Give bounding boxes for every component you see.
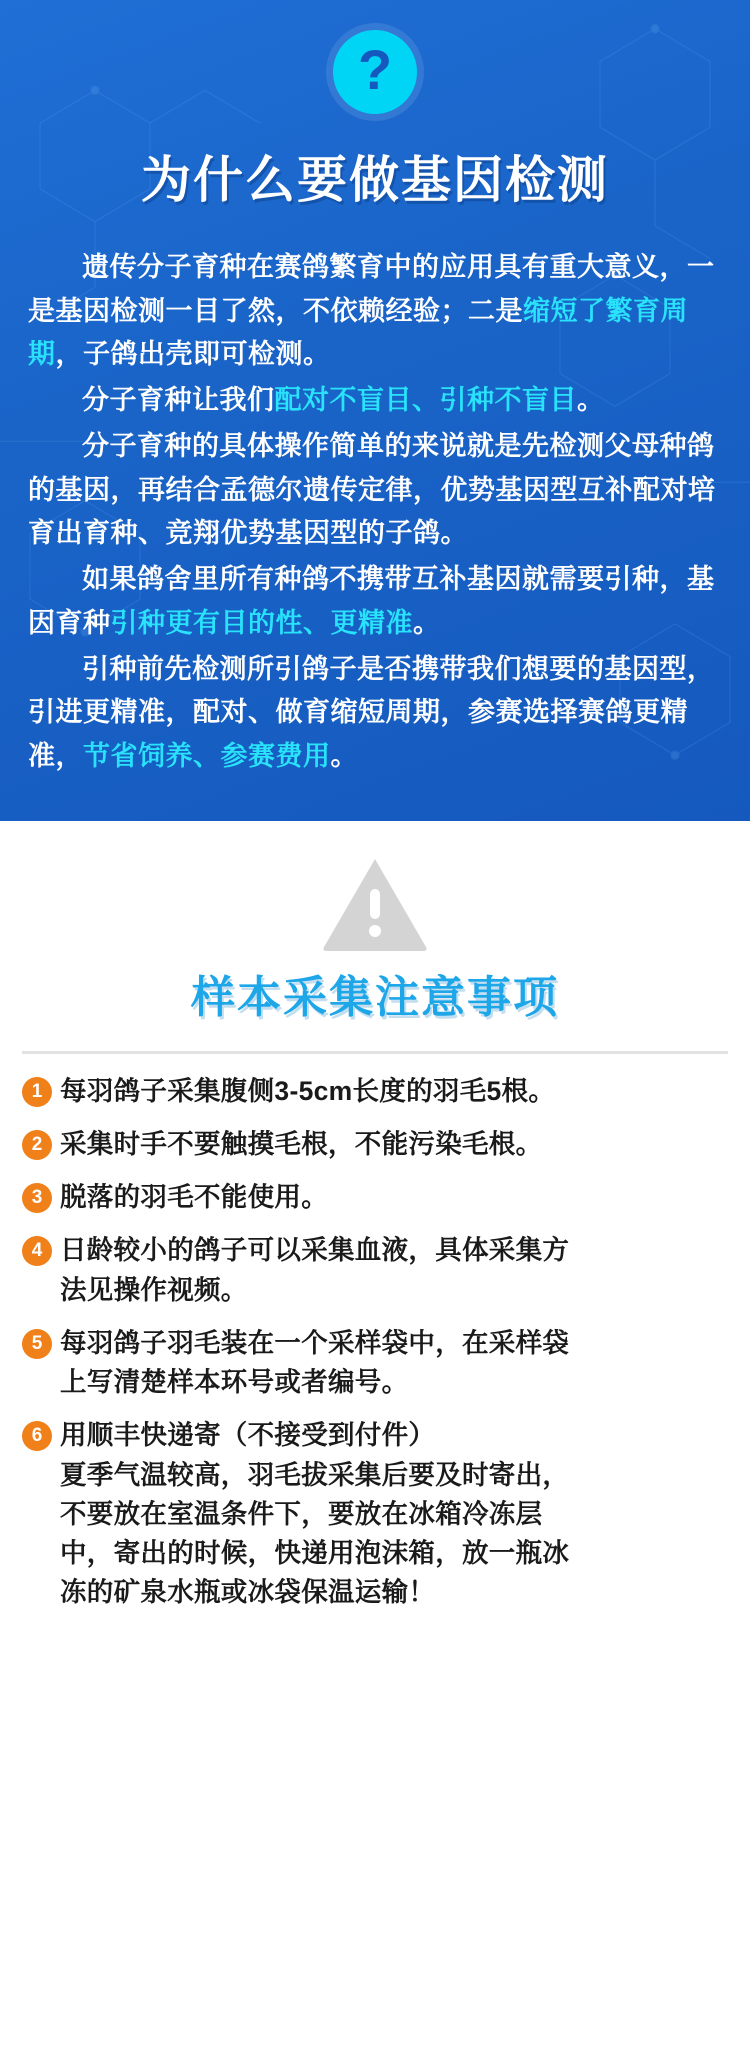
warning-triangle-icon — [320, 855, 430, 951]
list-item-number-badge: 4 — [22, 1236, 52, 1266]
body-text: 。 — [577, 385, 605, 416]
list-item-text — [60, 1231, 569, 1309]
body-text: 遗传分子育种在赛鸽繁育中的应用具有重大意义，一是基因检测一目了然，不依赖经验；二是 — [28, 252, 715, 326]
list-item-line: 用顺丰快递寄（不接受到付件） — [60, 1420, 436, 1451]
list-item — [22, 1125, 728, 1164]
highlighted-text: 配对不盲目、引种不盲目 — [274, 385, 577, 416]
list-item-text — [60, 1416, 569, 1612]
hero-paragraph — [28, 246, 722, 377]
list-item-line: 中，寄出的时候，快递用泡沫箱，放一瓶冰 — [60, 1538, 570, 1568]
body-text: 。 — [413, 607, 441, 638]
list-item-line: 法见操作视频。 — [60, 1274, 248, 1305]
hero-paragraph — [28, 425, 722, 556]
list-item-number-badge: 2 — [22, 1130, 52, 1160]
list-item-line: 冻的矿泉水瓶或冰袋保温运输！ — [60, 1577, 436, 1608]
divider — [22, 1051, 728, 1054]
notice-list — [22, 1072, 728, 1613]
list-item-line: 采集时手不要触摸毛根，不能污染毛根。 — [60, 1129, 543, 1160]
list-item-number-badge: 6 — [22, 1421, 52, 1451]
list-item — [22, 1072, 728, 1111]
body-text: ，子鸽出壳即可检测。 — [55, 339, 331, 370]
list-item-line: 每羽鸽子羽毛装在一个采样袋中，在采样袋 — [60, 1327, 570, 1358]
body-text: 如果鸽舍里所有种鸽不携带互补基因就需要引种，基因育种 — [28, 564, 715, 638]
list-item-number-badge: 1 — [22, 1077, 52, 1107]
body-text: 分子育种的具体操作简单的来说就是先检测父母种鸽的基因，再结合孟德尔遗传定律，优势基因型互补配对培育出育种、竞翔优势基因型的子鸽。 — [28, 430, 716, 549]
body-text: 。 — [330, 741, 358, 772]
list-item — [22, 1178, 728, 1217]
list-item-text — [60, 1125, 542, 1164]
page-title: 为什么要做基因检测 — [141, 152, 609, 208]
list-item-line: 脱落的羽毛不能使用。 — [60, 1182, 328, 1213]
list-item-number-badge: 5 — [22, 1329, 52, 1359]
list-item-line: 不要放在室温条件下，要放在冰箱冷冻层 — [60, 1498, 543, 1529]
body-text: 分子育种让我们 — [82, 385, 275, 416]
notice-section — [0, 821, 750, 1657]
list-item-line: 每羽鸽子采集腹侧3-5cm长度的羽毛5根。 — [60, 1075, 556, 1106]
list-item-text — [60, 1324, 569, 1402]
list-item — [22, 1324, 728, 1402]
body-text: 引种前先检测所引鸽子是否携带我们想要的基因型，引进更精准，配对、做育缩短周期，参赛选择赛鸽更精准， — [28, 653, 715, 772]
list-item-text — [60, 1072, 555, 1111]
list-item-line: 夏季气温较高，羽毛拔采集后要及时寄出， — [60, 1459, 570, 1490]
list-item — [22, 1231, 728, 1309]
list-item-line: 上写清楚样本环号或者编号。 — [60, 1367, 409, 1398]
hero-body-text — [28, 246, 722, 779]
list-item-number-badge: 3 — [22, 1183, 52, 1213]
hero-paragraph — [28, 379, 722, 423]
highlighted-text: 缩短了繁育周期 — [28, 295, 688, 370]
hero-paragraph — [28, 558, 722, 645]
question-mark-icon — [333, 30, 417, 114]
list-item-line: 日龄较小的鸽子可以采集血液，具体采集方 — [60, 1235, 570, 1266]
highlighted-text: 引种更有目的性、更精准 — [110, 607, 413, 638]
list-item-text — [60, 1178, 328, 1217]
warning-icon-wrap — [0, 855, 750, 951]
highlighted-text: 节省饲养、参赛费用 — [83, 741, 331, 772]
notice-title: 样本采集注意事项 — [191, 972, 559, 1022]
question-icon-wrap — [0, 0, 750, 114]
list-item — [22, 1416, 728, 1612]
question-mark-glyph: ? — [357, 38, 393, 101]
hero-paragraph — [28, 648, 722, 779]
hero-section — [0, 0, 750, 821]
